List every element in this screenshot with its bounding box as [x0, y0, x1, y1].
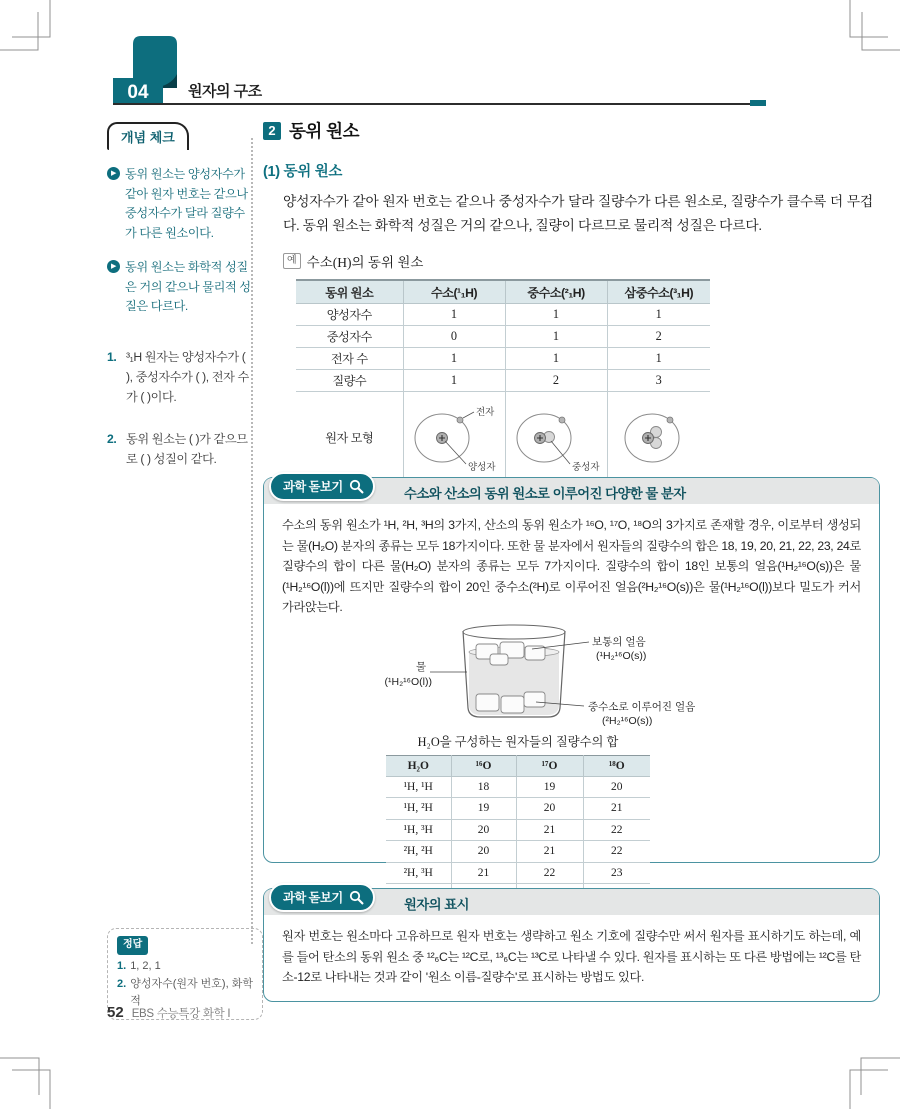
cell: 1: [505, 326, 607, 348]
cell: 21: [516, 819, 583, 841]
column-header: ¹⁸O: [583, 755, 650, 776]
cell: 3: [607, 370, 710, 392]
heavy-ice-label-line1: 중수소로 이루어진 얼음: [588, 700, 696, 713]
example-line: [263, 251, 878, 271]
atom-model-tritium: [607, 392, 710, 484]
isotope-table: [296, 279, 710, 484]
science-box-notation: [263, 888, 880, 1002]
example-badge: 예: [283, 253, 301, 269]
mass-table-caption: H₂O을 구성하는 원자들의 질량수의 합: [417, 734, 619, 749]
science-box-titlebar: [264, 889, 879, 915]
main-content: [263, 118, 878, 484]
subsection-title: (1) 동위 원소: [263, 164, 343, 180]
magnifier-icon: [349, 479, 364, 494]
table-row: [386, 798, 650, 820]
table-row: [296, 370, 710, 392]
cell: 22: [583, 819, 650, 841]
beaker-diagram: [344, 622, 744, 730]
cell: 1: [403, 348, 505, 370]
row-label: 질량수: [296, 370, 403, 392]
ice-label-line1: 보통의 얼음: [592, 635, 646, 648]
answer-text: 양성자수(원자 번호), 화학적: [130, 977, 253, 1008]
science-magnifier-tag: [269, 883, 375, 912]
cell: 19: [451, 798, 516, 820]
atom-model-protium: [403, 392, 505, 484]
chapter-number: 04: [127, 82, 149, 103]
cell: 19: [516, 776, 583, 798]
cell: 22: [583, 841, 650, 863]
table-row: [386, 841, 650, 863]
concept-check-tab: 개념 체크: [107, 122, 189, 150]
column-header: ¹⁷O: [516, 755, 583, 776]
body-paragraph: 양성자수가 같아 원자 번호는 같으나 중성자수가 달라 질량수가 다른 원소로, 질량수가 클수록 더 무겁다. 동위 원소는 화학적 성질은 거의 같으나, 질량이 다르므로 물리적 성질은 다르다.: [283, 194, 873, 233]
arrow-bullet-icon: ▶: [107, 260, 120, 273]
answer-item: [117, 958, 253, 976]
check-question: [107, 347, 253, 407]
proton-label: 양성자: [467, 462, 496, 474]
cell: 1: [403, 304, 505, 326]
answer-number: 2.: [117, 977, 127, 990]
cell: 1: [607, 348, 710, 370]
cell: 1: [607, 304, 710, 326]
atom-model-row: [296, 392, 710, 484]
science-box-water: [263, 477, 880, 879]
cell: 21: [451, 862, 516, 884]
question-number: 2.: [107, 431, 117, 446]
column-header: ¹⁶O: [451, 755, 516, 776]
beaker-svg: [344, 622, 744, 730]
row-label: ²H, ²H: [386, 841, 451, 863]
cell: 23: [583, 862, 650, 884]
ice-label-line2: (¹H₂¹⁶O(s)): [596, 649, 647, 662]
cell: 20: [451, 841, 516, 863]
cell: 21: [516, 841, 583, 863]
mass-sum-table: [386, 755, 650, 906]
science-box-title: 수소와 산소의 동위 원소로 이루어진 다양한 물 분자: [404, 486, 686, 501]
answer-number: 1.: [117, 960, 127, 972]
row-label: 원자 모형: [296, 392, 403, 484]
check-question: [107, 429, 253, 469]
cell: 0: [403, 326, 505, 348]
atom-model-deuterium: [505, 392, 607, 484]
chapter-rule-cap: [750, 100, 766, 106]
cell: 22: [516, 862, 583, 884]
cell: 1: [505, 348, 607, 370]
neutron-label: 중성자: [571, 462, 600, 474]
row-label: 중성자수: [296, 326, 403, 348]
table-row: [386, 776, 650, 798]
science-box-title: 원자의 표시: [404, 897, 469, 912]
section-number-badge: 2: [263, 122, 281, 140]
column-header: H₂O: [386, 755, 451, 776]
question-number: 1.: [107, 349, 117, 364]
cell: 20: [583, 776, 650, 798]
row-label: ¹H, ²H: [386, 798, 451, 820]
concept-note: [107, 258, 253, 317]
water-label-line2: (¹H₂¹⁶O(l)): [384, 675, 432, 688]
column-header: 중수소(²₁H): [505, 280, 607, 304]
table-row: [296, 304, 710, 326]
isotope-table-header-row: [296, 280, 710, 304]
cell: 20: [451, 819, 516, 841]
cell: 1: [505, 304, 607, 326]
section-heading: [263, 118, 878, 143]
example-text: 수소(H)의 동위 원소: [306, 255, 424, 271]
science-box-body: 수소의 동위 원소가 ¹H, ²H, ³H의 3가지, 산소의 동위 원소가 ¹⁶O, ¹⁷O, ¹⁸O의 3가지로 존재할 경우, 이로부터 생성되는 물(H₂O) 분자의 종류는 모두 18가지이다. 또한 물 분자에서 원자들의 질량수의 합은 18, 19, 20, 21, 22, 23, 24로 질량수의 합이 다른 물(H₂O) 분자의 종류는 모두 7가지이다. 질량수의 합이 18인 보통의 얼음(¹H₂¹⁶O(s))은 물(¹H₂¹⁶O(l))에 뜨지만 질량수의 합이 20인 중수소(²H)로 이루어진 얼음(²H₂¹⁶O(s))은 물(¹H₂¹⁶O(l))보다 밀도가 커서 가라앉는다.: [282, 518, 861, 614]
section-title: 동위 원소: [289, 121, 359, 141]
science-magnifier-tag: [269, 472, 375, 501]
cell: 21: [583, 798, 650, 820]
answer-label: 정답: [117, 936, 148, 955]
cell: 1: [403, 370, 505, 392]
electron-label: 전자: [475, 407, 494, 419]
heavy-ice-label-line2: (²H₂¹⁶O(s)): [602, 714, 653, 727]
tritium-diagram: [608, 392, 710, 478]
concept-note-text: 동위 원소는 화학적 성질은 거의 같으나 물리적 성질은 다르다.: [125, 260, 251, 314]
deuterium-diagram: [506, 392, 608, 478]
water-label-line1: 물: [415, 660, 426, 673]
answer-text: 1, 2, 1: [130, 960, 161, 972]
science-box-body: 원자 번호는 원소마다 고유하므로 원자 번호는 생략하고 원소 기호에 질량수만 써서 원자를 표시하기도 하는데, 예를 들어 탄소의 동위 원소 중 ¹²₆C는 ¹²C로, ¹³₆C는 ¹³C로 나타낼 수 있다. 원자를 표시하는 또 다른 방법에는 ¹²C를 탄소-12로 나타내는 것과 같이 '원소 이름-질량수'로 표시하는 방법도 있다.: [282, 929, 861, 984]
protium-diagram: [404, 392, 506, 478]
magnifier-icon: [349, 890, 364, 905]
column-header: 삼중수소(³₁H): [607, 280, 710, 304]
page-footer: [107, 1004, 230, 1021]
chapter-rule: [113, 103, 765, 105]
concept-note-text: 동위 원소는 양성자수가 같아 원자 번호는 같으나 중성자수가 달라 질량수가 다른 원소이다.: [125, 167, 248, 240]
question-text: ³₁H 원자는 양성자수가 ( ), 중성자수가 ( ), 전자 수가 ( )이다.: [126, 349, 249, 404]
tag-label: 과학 돋보기: [283, 480, 343, 494]
cell: 18: [451, 776, 516, 798]
arrow-bullet-icon: ▶: [107, 167, 120, 180]
cell: 20: [516, 798, 583, 820]
book-title: EBS 수능특강 화학 I: [131, 1008, 231, 1020]
tag-label: 과학 돋보기: [283, 891, 343, 905]
table-row: [296, 348, 710, 370]
cell: 2: [505, 370, 607, 392]
question-text: 동위 원소는 ( )가 같으므로 ( ) 성질이 같다.: [126, 431, 248, 467]
science-box-titlebar: [264, 478, 879, 504]
table-row: [296, 326, 710, 348]
chapter-ribbon: [105, 30, 195, 110]
cell: 2: [607, 326, 710, 348]
row-label: 양성자수: [296, 304, 403, 326]
column-header: 수소(¹₁H): [403, 280, 505, 304]
table-row: [386, 819, 650, 841]
chapter-title: 원자의 구조: [188, 83, 262, 100]
mass-table-header-row: [386, 755, 650, 776]
row-label: 전자 수: [296, 348, 403, 370]
concept-note: [107, 165, 253, 243]
row-label: ¹H, ³H: [386, 819, 451, 841]
row-label: ²H, ³H: [386, 862, 451, 884]
page-number: 52: [107, 1004, 124, 1021]
row-label: ¹H, ¹H: [386, 776, 451, 798]
table-row: [386, 862, 650, 884]
concept-check-panel: [107, 122, 253, 469]
column-header: 동위 원소: [296, 280, 403, 304]
